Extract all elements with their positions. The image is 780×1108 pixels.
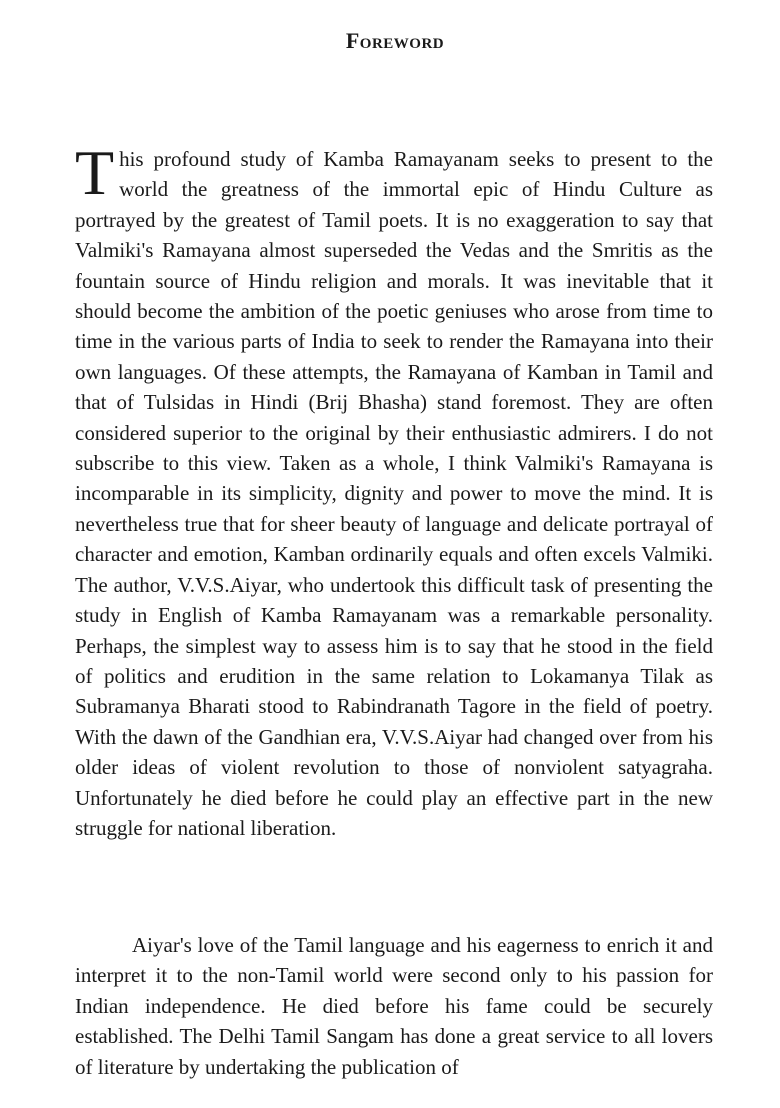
paragraph-2-text: Aiyar's love of the Tamil language and his eagerness to enrich it and interpret it to the non-Tamil world were second only to his passion for Indian independence. He died before his fame could be securely established. The Delhi Tamil Sangam has done a great service to all lovers of literature by undertaking the publication of (75, 933, 713, 1079)
drop-cap: T (75, 137, 115, 208)
page-title: Foreword (345, 28, 445, 53)
paragraph-1 (75, 137, 713, 843)
paragraph-1-text: his profound study of Kamba Ramayanam seeks to present to the world the greatness of the immortal epic of Hindu Culture as portrayed by the greatest of Tamil poets. It is no exaggeration to say that Valmiki's Ramayana almost superseded the Vedas and the Smritis as the fountain source of Hindu religion and morals. It was inevitable that it should become the ambition of the poetic geniuses who arose from time to time in the various parts of India to seek to render the Ramayana into their own languages. Of these attempts, the Ramayana of Kamban in Tamil and that of Tulsidas in Hindi (Brij Bhasha) stand foremost. They are often considered superior to the original by their enthusiastic admirers. I do not subscribe to this view. Taken as a whole, I think Valmiki's Ramayana is incomparable in its simplicity, dignity and power to move the mind. It is nevertheless true that for sheer beauty of language and delicate portrayal of character and emotion, Kamban ordinarily equals and often excels Valmiki. The author, V.V.S.Aiyar, who undertook this difficult task of presenting the study in English of Kamba Ramayanam was a remarkable personality. Perhaps, the simplest way to assess him is to say that he stood in the field of politics and erudition in the same relation to Lokamanya Tilak as Subramanya Bharati stood to Rabindranath Tagore in the field of poetry. With the dawn of the Gandhian era, V.V.S.Aiyar had changed over from his older ideas of violent revolution to those of nonviolent satyagraha. Unfortunately he died before he could play an effective part in the new struggle for national liberation. (75, 147, 713, 840)
paragraph-2 (75, 930, 713, 1082)
